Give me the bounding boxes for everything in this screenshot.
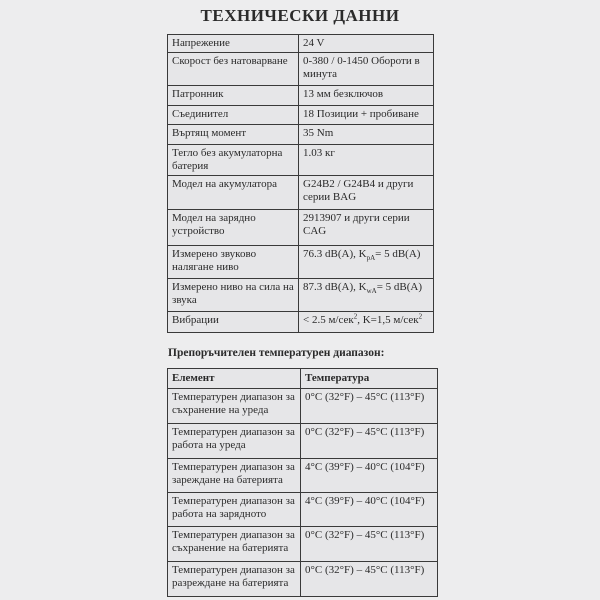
table-row xyxy=(168,527,438,562)
table-row xyxy=(168,389,438,424)
spec-value: 2913907 и други серии CAG xyxy=(299,210,434,246)
spec-label: Съединител xyxy=(168,106,299,125)
spec-value: 76.3 dB(A), $K_{pA}= 5$ dB(A) xyxy=(299,246,434,279)
spec-label: Патронник xyxy=(168,86,299,106)
table-row xyxy=(168,562,438,597)
temp-range: 0°C (32°F) – 45°C (113°F) xyxy=(301,424,438,459)
table-row xyxy=(168,53,434,86)
table-row xyxy=(168,246,434,279)
spec-value: G24B2 / G24B4 и други серии BAG xyxy=(299,176,434,210)
spec-label: Тегло без акумулаторна батерия xyxy=(168,145,299,176)
page-title: ТЕХНИЧЕСКИ ДАННИ xyxy=(200,6,400,25)
spec-value: 24 V xyxy=(299,35,434,53)
temp-element: Температурен диапазон за разреждане на батерията xyxy=(168,562,301,597)
table-row xyxy=(168,210,434,246)
table-header-row xyxy=(168,369,438,389)
temp-element: Температурен диапазон за съхранение на батерията xyxy=(168,527,301,562)
temp-range: 4°C (39°F) – 40°C (104°F) xyxy=(301,493,438,527)
temp-range: 0°C (32°F) – 45°C (113°F) xyxy=(301,562,438,597)
temp-element: Температурен диапазон за зареждане на батерията xyxy=(168,459,301,493)
spec-value: 1.03 кг xyxy=(299,145,434,176)
table-row xyxy=(168,312,434,333)
temperature-table xyxy=(167,368,438,597)
spec-label: Вибрации xyxy=(168,312,299,333)
temp-element: Температурен диапазон за работа на зарядното xyxy=(168,493,301,527)
specs-table xyxy=(167,34,434,333)
table-row xyxy=(168,459,438,493)
spec-value: < 2.5 м/сек$^2$, K=1,5 м/сек$^2$ xyxy=(299,312,434,333)
spec-value: 0-380 / 0-1450 Обороти в минута xyxy=(299,53,434,86)
spec-label: Измерено ниво на сила на звука xyxy=(168,279,299,312)
temp-element: Температурен диапазон за работа на уреда xyxy=(168,424,301,459)
spec-label: Скорост без натоварване xyxy=(168,53,299,86)
column-header-element: Елемент xyxy=(168,369,301,389)
table-row xyxy=(168,279,434,312)
spec-value: 87.3 dB(A), $K_{wA}= 5$ dB(A) xyxy=(299,279,434,312)
table-row xyxy=(168,145,434,176)
spec-value: 18 Позиции + пробиване xyxy=(299,106,434,125)
table-row xyxy=(168,176,434,210)
table-row xyxy=(168,106,434,125)
temperature-section-title: Препоръчителен температурен диапазон: xyxy=(168,347,385,359)
table-row xyxy=(168,125,434,145)
spec-value: 13 мм безключов xyxy=(299,86,434,106)
table-row xyxy=(168,86,434,106)
temp-range: 0°C (32°F) – 45°C (113°F) xyxy=(301,527,438,562)
temp-range: 0°C (32°F) – 45°C (113°F) xyxy=(301,389,438,424)
spec-label: Въртящ момент xyxy=(168,125,299,145)
temp-element: Температурен диапазон за съхранение на уреда xyxy=(168,389,301,424)
table-row xyxy=(168,424,438,459)
column-header-temperature: Температура xyxy=(301,369,438,389)
spec-label: Модел на зарядно устройство xyxy=(168,210,299,246)
temp-range: 4°C (39°F) – 40°C (104°F) xyxy=(301,459,438,493)
spec-label: Модел на акумулатора xyxy=(168,176,299,210)
spec-label: Измерено звуково налягане ниво xyxy=(168,246,299,279)
table-row xyxy=(168,35,434,53)
table-row xyxy=(168,493,438,527)
spec-label: Напрежение xyxy=(168,35,299,53)
spec-value: 35 Nm xyxy=(299,125,434,145)
